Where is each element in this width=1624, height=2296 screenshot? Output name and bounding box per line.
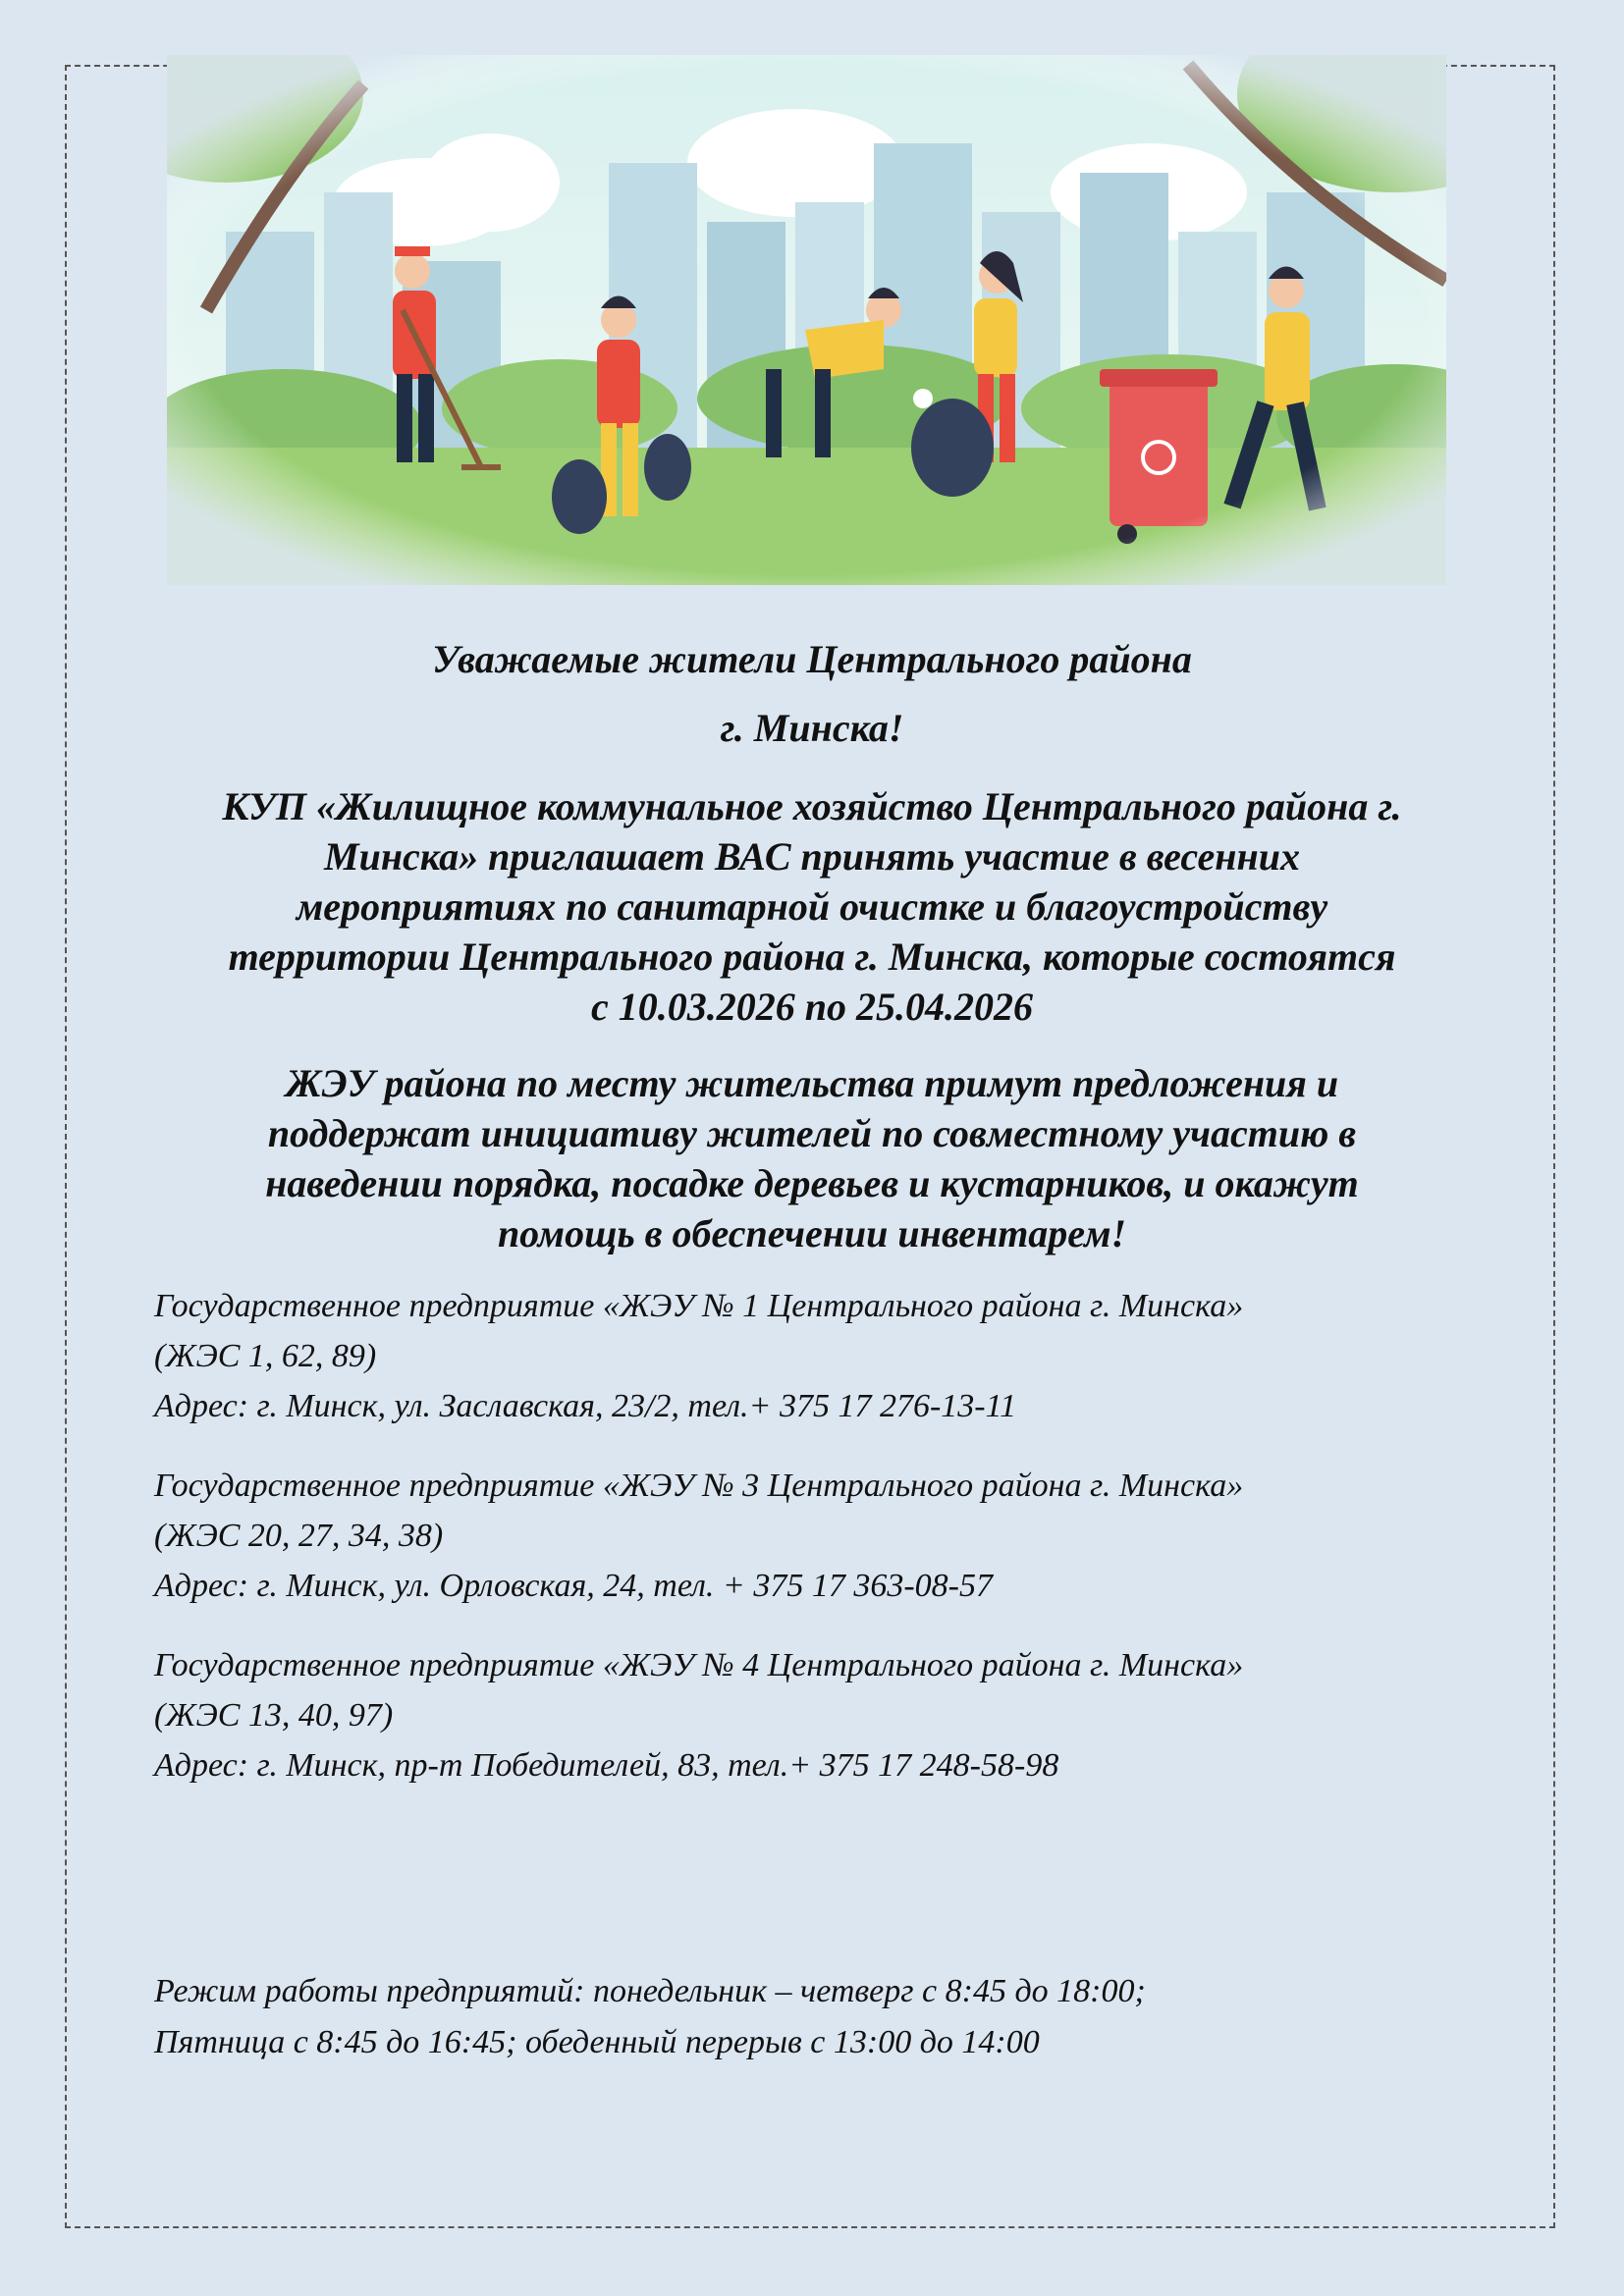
greeting-line-2: г. Минска! <box>720 706 904 750</box>
announcement <box>157 781 1467 1032</box>
volunteers-cleanup-illustration <box>167 55 1446 585</box>
organization-address: Адрес: г. Минск, ул. Орловская, 24, тел. + 375 17 363-08-57 <box>154 1568 994 1604</box>
work-hours-friday: Пятница с 8:45 до 16:45; обеденный перерыв с 13:00 до 14:00 <box>154 2024 1040 2060</box>
greeting-line-1: Уважаемые жители Центрального района <box>432 637 1192 681</box>
announcement-line: Минска» приглашает ВАС принять участие в весенних <box>324 834 1300 879</box>
announcement-line: мероприятиях по санитарной очистке и благоустройству <box>296 884 1328 929</box>
support-message <box>187 1058 1437 1258</box>
organization-name: Государственное предприятие «ЖЭУ № 1 Центрального района г. Минска» <box>154 1288 1244 1324</box>
announcement-dates: с 10.03.2026 по 25.04.2026 <box>591 985 1033 1029</box>
support-line: поддержат инициативу жителей по совместному участию в <box>267 1111 1357 1155</box>
work-hours-weekdays: Режим работы предприятий: понедельник – четверг с 8:45 до 18:00; <box>154 1973 1146 2009</box>
organization-name: Государственное предприятие «ЖЭУ № 4 Центрального района г. Минска» <box>154 1647 1244 1683</box>
organization-address: Адрес: г. Минск, пр-т Победителей, 83, тел.+ 375 17 248-58-98 <box>154 1747 1059 1784</box>
organization-zhes: (ЖЭС 13, 40, 97) <box>154 1697 394 1734</box>
announcement-line: территории Центрального района г. Минска, которые состоятся <box>228 934 1396 979</box>
support-line: ЖЭУ района по месту жительства примут предложения и <box>285 1061 1339 1105</box>
organization-zheu-3 <box>154 1461 1509 1611</box>
support-line: наведении порядка, посадке деревьев и кустарников, и окажут <box>265 1161 1359 1205</box>
organization-address: Адрес: г. Минск, ул. Заславская, 23/2, тел.+ 375 17 276-13-11 <box>154 1388 1017 1424</box>
support-line: помощь в обеспечении инвентарем! <box>497 1211 1127 1255</box>
organization-name: Государственное предприятие «ЖЭУ № 3 Центрального района г. Минска» <box>154 1468 1244 1504</box>
organization-zheu-1 <box>154 1281 1509 1431</box>
organization-zhes: (ЖЭС 20, 27, 34, 38) <box>154 1518 444 1554</box>
announcement-line: КУП «Жилищное коммунальное хозяйство Центрального района г. <box>222 784 1402 828</box>
organization-zhes: (ЖЭС 1, 62, 89) <box>154 1338 377 1374</box>
work-hours <box>154 1966 1509 2068</box>
organization-zheu-4 <box>154 1640 1509 1790</box>
